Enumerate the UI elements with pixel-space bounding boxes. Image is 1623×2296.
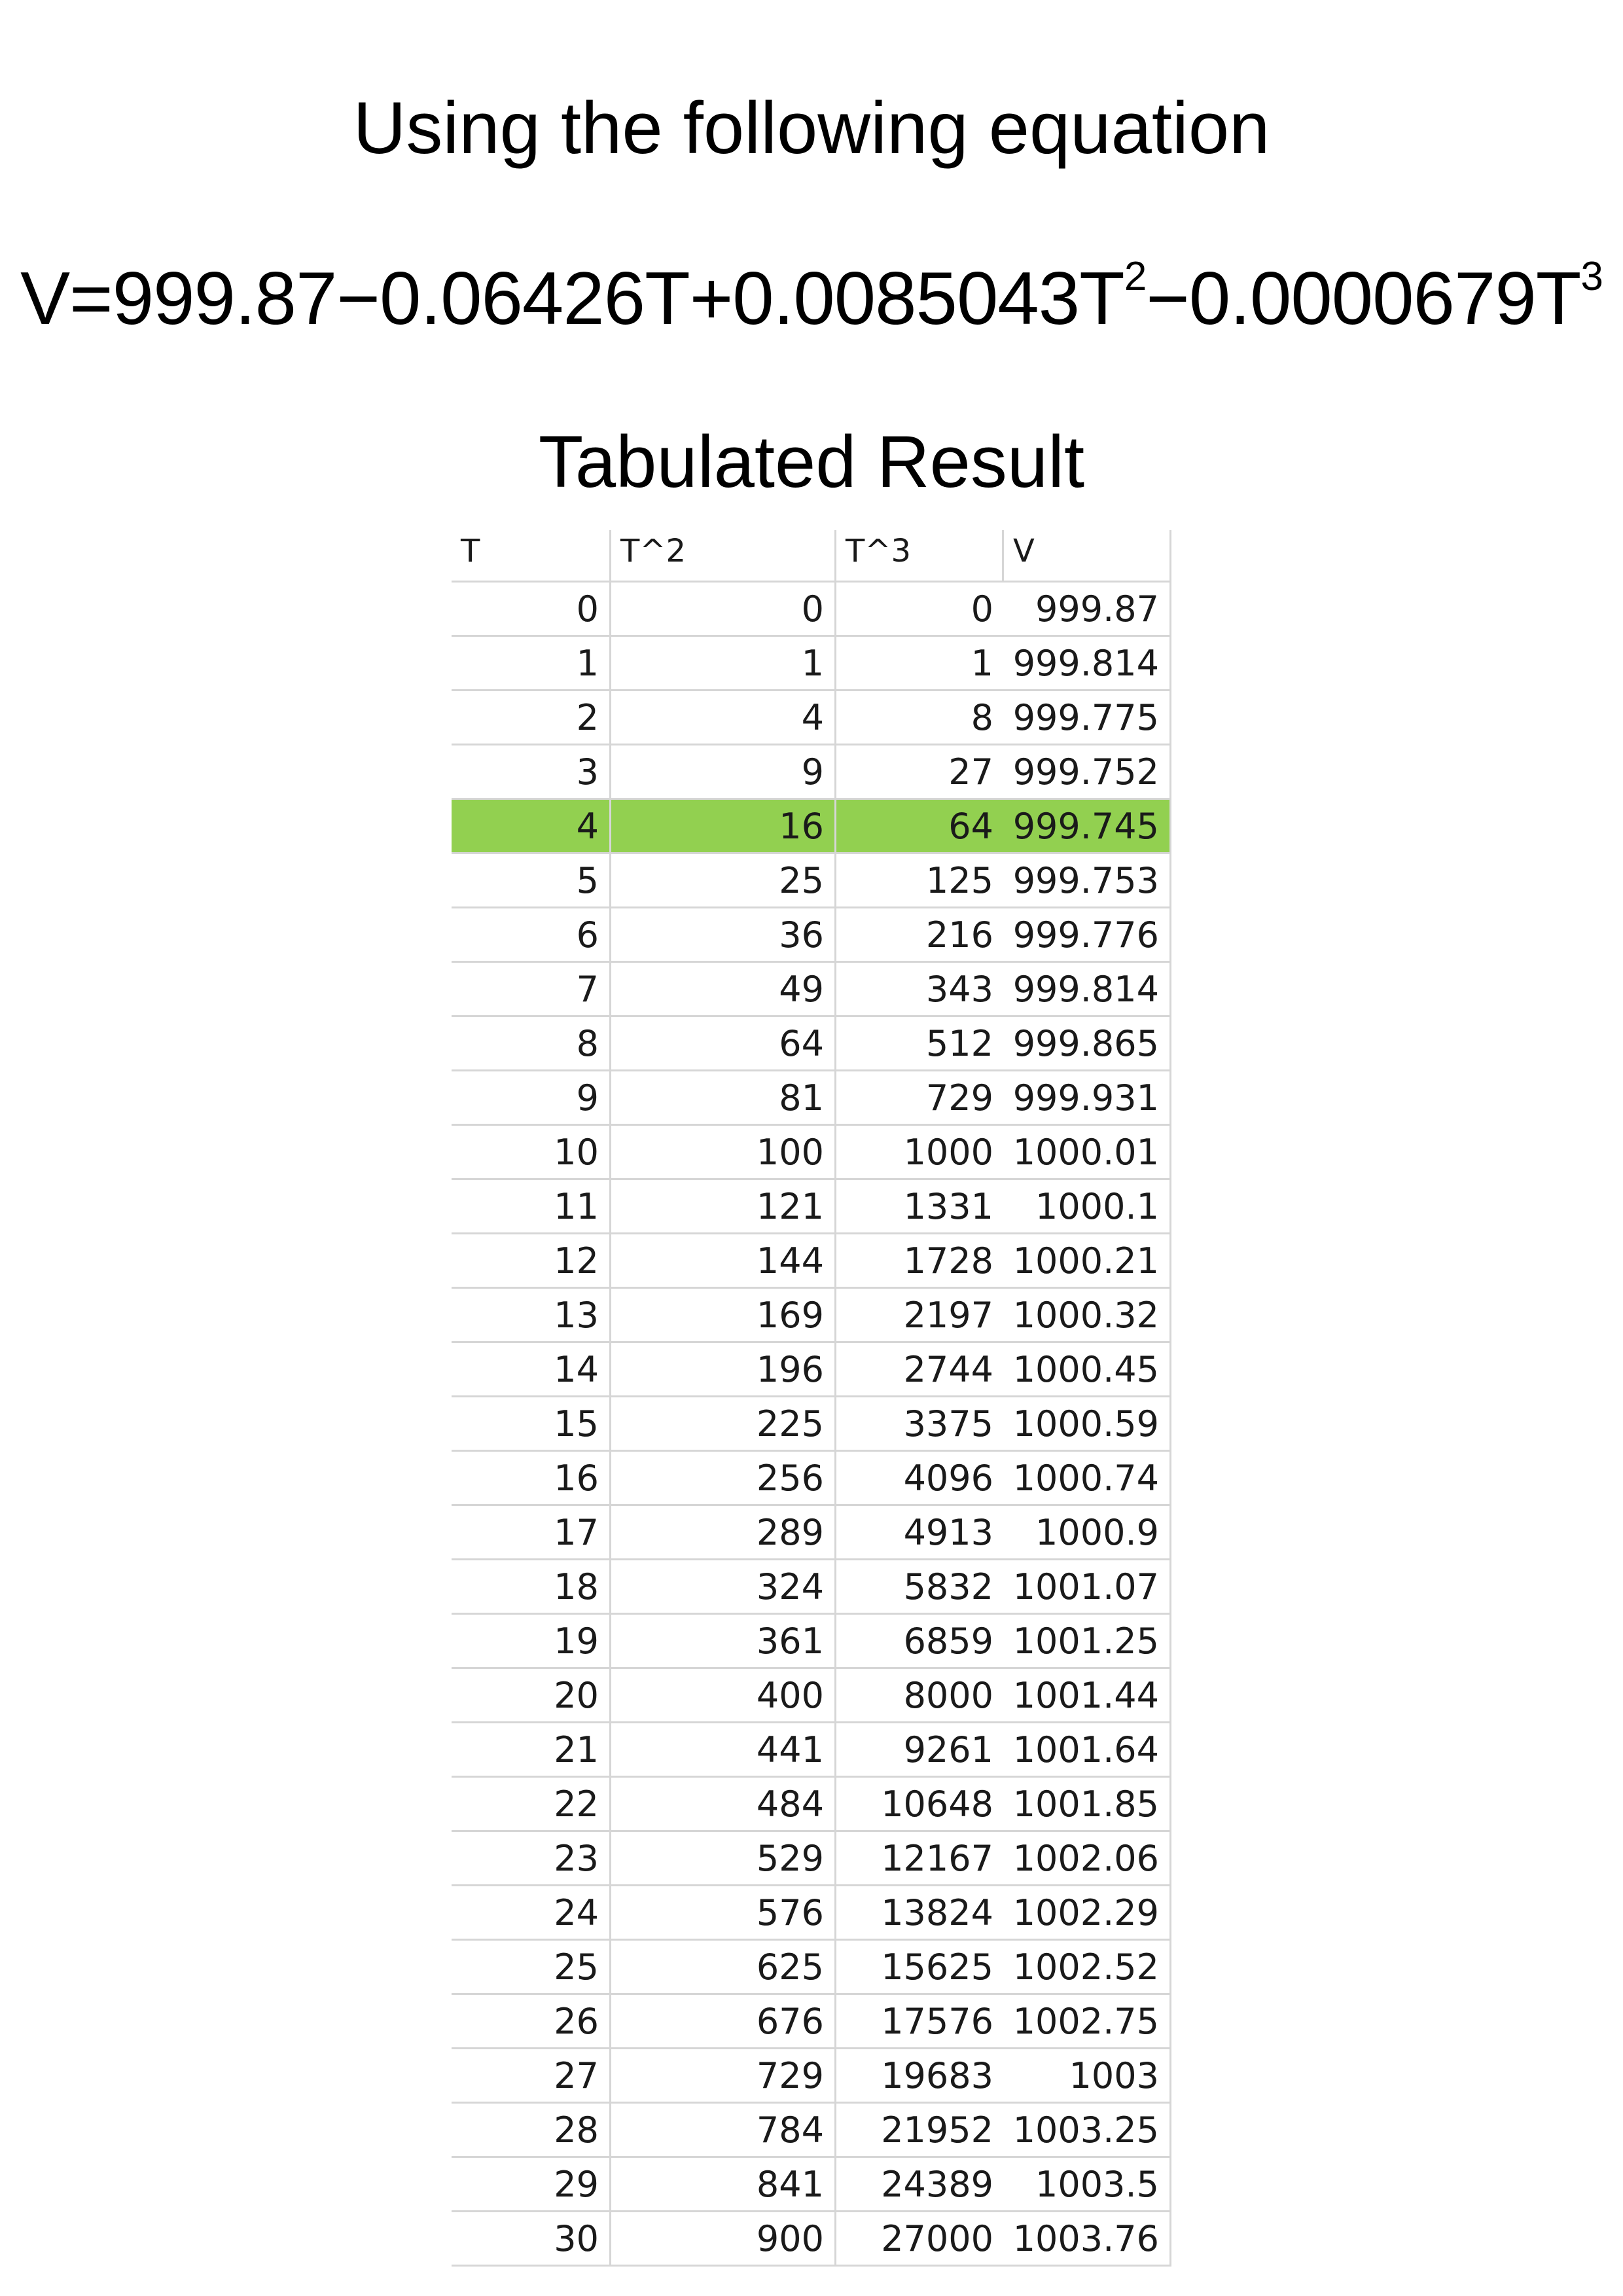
cell-v: 1001.25 xyxy=(1004,1615,1171,1667)
cell-t-squared: 81 xyxy=(611,1071,836,1124)
cell-t: 15 xyxy=(452,1397,611,1450)
cell-t-squared: 529 xyxy=(611,1832,836,1884)
cell-v: 1001.07 xyxy=(1004,1560,1171,1613)
cell-t-cubed: 343 xyxy=(925,968,993,1010)
equation-part-1: V=999.87−0.06426T+0.0085043T xyxy=(20,257,1124,340)
table-row xyxy=(452,1723,1171,1778)
cell-t-squared: 9 xyxy=(611,745,836,798)
table-row xyxy=(452,2104,1171,2158)
table-row xyxy=(452,1995,1171,2049)
cell-t-squared: 0 xyxy=(611,583,836,635)
cell-t-cubed: 13824 xyxy=(881,1892,993,1933)
cell-t: 12 xyxy=(452,1234,611,1287)
cell-t: 5 xyxy=(452,854,611,906)
cell-t-cubed: 125 xyxy=(925,859,993,901)
cell-t-cubed: 1000 xyxy=(903,1131,993,1173)
cell-t-cubed: 15625 xyxy=(881,1946,993,1988)
table-row xyxy=(452,1452,1171,1506)
cell-t-squared: 676 xyxy=(611,1995,836,2047)
table-row xyxy=(452,1615,1171,1669)
table-row xyxy=(452,2212,1171,2267)
cell-t-cubed: 5832 xyxy=(903,1566,993,1607)
table-row xyxy=(452,745,1171,800)
cell-t-cubed: 216 xyxy=(925,914,993,956)
equation-exponent-3: 3 xyxy=(1580,254,1603,299)
cell-t: 29 xyxy=(452,2158,611,2210)
cell-t: 8 xyxy=(452,1017,611,1069)
cell-v: 1001.44 xyxy=(1004,1669,1171,1721)
table-row xyxy=(452,1289,1171,1343)
cell-v: 999.87 xyxy=(1004,583,1171,635)
cell-t-cubed: 27000 xyxy=(881,2217,993,2259)
cell-v: 1002.52 xyxy=(1004,1941,1171,1993)
cell-t-squared: 49 xyxy=(611,963,836,1015)
table-row xyxy=(452,1560,1171,1615)
cell-t: 10 xyxy=(452,1126,611,1178)
table-row xyxy=(452,583,1171,637)
table-row xyxy=(452,1126,1171,1180)
cell-v: 1003 xyxy=(1004,2049,1171,2102)
cell-t-cubed: 512 xyxy=(925,1022,993,1064)
cell-t-cubed: 12167 xyxy=(881,1837,993,1879)
cell-t-squared: 625 xyxy=(611,1941,836,1993)
cell-v: 1001.85 xyxy=(1004,1778,1171,1830)
cell-t: 17 xyxy=(452,1506,611,1558)
cell-v: 1002.29 xyxy=(1004,1886,1171,1939)
table-row xyxy=(452,854,1171,908)
cell-t-squared: 16 xyxy=(611,800,836,852)
cell-v: 999.814 xyxy=(1004,637,1171,689)
cell-t-squared: 324 xyxy=(611,1560,836,1613)
header-t: T xyxy=(452,530,611,581)
cell-t-squared: 4 xyxy=(611,691,836,744)
cell-v: 999.753 xyxy=(1004,854,1171,906)
cell-v: 1000.01 xyxy=(1004,1126,1171,1178)
cell-t-squared: 484 xyxy=(611,1778,836,1830)
cell-t-cubed: 24389 xyxy=(881,2163,993,2205)
cell-t-cubed: 2744 xyxy=(903,1348,993,1390)
cell-t-squared: 225 xyxy=(611,1397,836,1450)
cell-t-cubed: 3375 xyxy=(903,1403,993,1444)
cell-v: 1000.45 xyxy=(1004,1343,1171,1395)
cell-v: 1000.21 xyxy=(1004,1234,1171,1287)
cell-t: 25 xyxy=(452,1941,611,1993)
equation-exponent-2: 2 xyxy=(1124,254,1147,299)
cell-v: 1000.1 xyxy=(1004,1180,1171,1232)
table-row xyxy=(452,1832,1171,1886)
cell-t-cubed: 8000 xyxy=(903,1674,993,1716)
cell-v: 999.745 xyxy=(1004,800,1171,852)
cell-t: 3 xyxy=(452,745,611,798)
cell-t: 19 xyxy=(452,1615,611,1667)
cell-t-cubed: 2197 xyxy=(903,1294,993,1336)
cell-t: 27 xyxy=(452,2049,611,2102)
cell-v: 1003.25 xyxy=(1004,2104,1171,2156)
cell-t-cubed: 0 xyxy=(971,588,993,630)
cell-t-squared: 841 xyxy=(611,2158,836,2210)
table-row xyxy=(452,1506,1171,1560)
cell-v: 1003.5 xyxy=(1004,2158,1171,2210)
cell-t-cubed: 6859 xyxy=(903,1620,993,1662)
cell-t-cubed: 4096 xyxy=(903,1457,993,1499)
table-row xyxy=(452,1941,1171,1995)
table-row xyxy=(452,1886,1171,1941)
cell-t-cubed: 1 xyxy=(971,642,993,684)
cell-v: 1002.75 xyxy=(1004,1995,1171,2047)
cell-v: 1000.59 xyxy=(1004,1397,1171,1450)
cell-v: 999.865 xyxy=(1004,1017,1171,1069)
cell-v: 999.775 xyxy=(1004,691,1171,744)
cell-t-squared: 144 xyxy=(611,1234,836,1287)
cell-t-squared: 100 xyxy=(611,1126,836,1178)
cell-t: 6 xyxy=(452,908,611,961)
cell-t: 14 xyxy=(452,1343,611,1395)
cell-t-cubed: 21952 xyxy=(881,2109,993,2151)
cell-t-cubed: 8 xyxy=(971,696,993,738)
table-row-highlighted xyxy=(452,800,1171,854)
cell-v: 1000.9 xyxy=(1004,1506,1171,1558)
cell-t: 0 xyxy=(452,583,611,635)
cell-t-squared: 900 xyxy=(611,2212,836,2265)
intro-heading: Using the following equation xyxy=(353,87,1270,169)
cell-t-squared: 36 xyxy=(611,908,836,961)
table-body xyxy=(452,583,1171,2267)
cell-t: 28 xyxy=(452,2104,611,2156)
table-title: Tabulated Result xyxy=(538,421,1085,503)
cell-t-cubed: 1728 xyxy=(903,1240,993,1282)
table-row xyxy=(452,1343,1171,1397)
cell-t-cubed: 19683 xyxy=(881,2054,993,2096)
cell-t-squared: 361 xyxy=(611,1615,836,1667)
cell-t-squared: 400 xyxy=(611,1669,836,1721)
cell-v: 1003.76 xyxy=(1004,2212,1171,2265)
table-row xyxy=(452,908,1171,963)
cell-t-squared: 784 xyxy=(611,2104,836,2156)
cell-t-squared: 169 xyxy=(611,1289,836,1341)
cell-t: 2 xyxy=(452,691,611,744)
header-t-squared: T^2 xyxy=(611,530,836,581)
cell-v: 999.814 xyxy=(1004,963,1171,1015)
table-row xyxy=(452,1234,1171,1289)
table-row xyxy=(452,2049,1171,2104)
cell-v: 1000.74 xyxy=(1004,1452,1171,1504)
cell-t-squared: 441 xyxy=(611,1723,836,1776)
cell-t: 23 xyxy=(452,1832,611,1884)
cell-t: 24 xyxy=(452,1886,611,1939)
cell-t: 11 xyxy=(452,1180,611,1232)
cell-v: 999.752 xyxy=(1004,745,1171,798)
cell-t: 16 xyxy=(452,1452,611,1504)
cell-t-squared: 25 xyxy=(611,854,836,906)
cell-t: 30 xyxy=(452,2212,611,2265)
header-t-cubed: T^3 xyxy=(836,530,1004,581)
table-row xyxy=(452,1669,1171,1723)
cell-t-squared: 1 xyxy=(611,637,836,689)
table-row xyxy=(452,1071,1171,1126)
cell-t-cubed: 4913 xyxy=(903,1511,993,1553)
equation-part-2: −0.0000679T xyxy=(1146,257,1581,340)
cell-t-cubed: 729 xyxy=(925,1077,993,1119)
cell-v: 1000.32 xyxy=(1004,1289,1171,1341)
cell-t: 18 xyxy=(452,1560,611,1613)
cell-t-cubed: 17576 xyxy=(881,2000,993,2042)
cell-t-cubed: 64 xyxy=(948,805,993,847)
cell-t-squared: 64 xyxy=(611,1017,836,1069)
cell-t-squared: 121 xyxy=(611,1180,836,1232)
cell-v: 1001.64 xyxy=(1004,1723,1171,1776)
equation xyxy=(0,254,1623,340)
cell-t-squared: 729 xyxy=(611,2049,836,2102)
cell-t: 26 xyxy=(452,1995,611,2047)
table-row xyxy=(452,963,1171,1017)
cell-v: 999.776 xyxy=(1004,908,1171,961)
cell-t-squared: 256 xyxy=(611,1452,836,1504)
table-row xyxy=(452,1017,1171,1071)
cell-v: 999.931 xyxy=(1004,1071,1171,1124)
cell-v: 1002.06 xyxy=(1004,1832,1171,1884)
table-row xyxy=(452,2158,1171,2212)
table-row xyxy=(452,1397,1171,1452)
cell-t: 4 xyxy=(452,800,611,852)
cell-t: 22 xyxy=(452,1778,611,1830)
cell-t-squared: 289 xyxy=(611,1506,836,1558)
results-table xyxy=(452,530,1171,2267)
cell-t: 13 xyxy=(452,1289,611,1341)
table-row xyxy=(452,1180,1171,1234)
cell-t: 1 xyxy=(452,637,611,689)
table-header-row xyxy=(452,530,1171,583)
cell-t: 9 xyxy=(452,1071,611,1124)
cell-t-squared: 196 xyxy=(611,1343,836,1395)
cell-t: 7 xyxy=(452,963,611,1015)
cell-t-cubed: 10648 xyxy=(881,1783,993,1825)
table-row xyxy=(452,637,1171,691)
cell-t: 21 xyxy=(452,1723,611,1776)
cell-t-squared: 576 xyxy=(611,1886,836,1939)
cell-t-cubed: 9261 xyxy=(903,1729,993,1770)
table-row xyxy=(452,691,1171,745)
header-v: V xyxy=(1004,530,1171,581)
cell-t: 20 xyxy=(452,1669,611,1721)
cell-t-cubed: 27 xyxy=(948,751,993,793)
cell-t-cubed: 1331 xyxy=(903,1185,993,1227)
table-row xyxy=(452,1778,1171,1832)
